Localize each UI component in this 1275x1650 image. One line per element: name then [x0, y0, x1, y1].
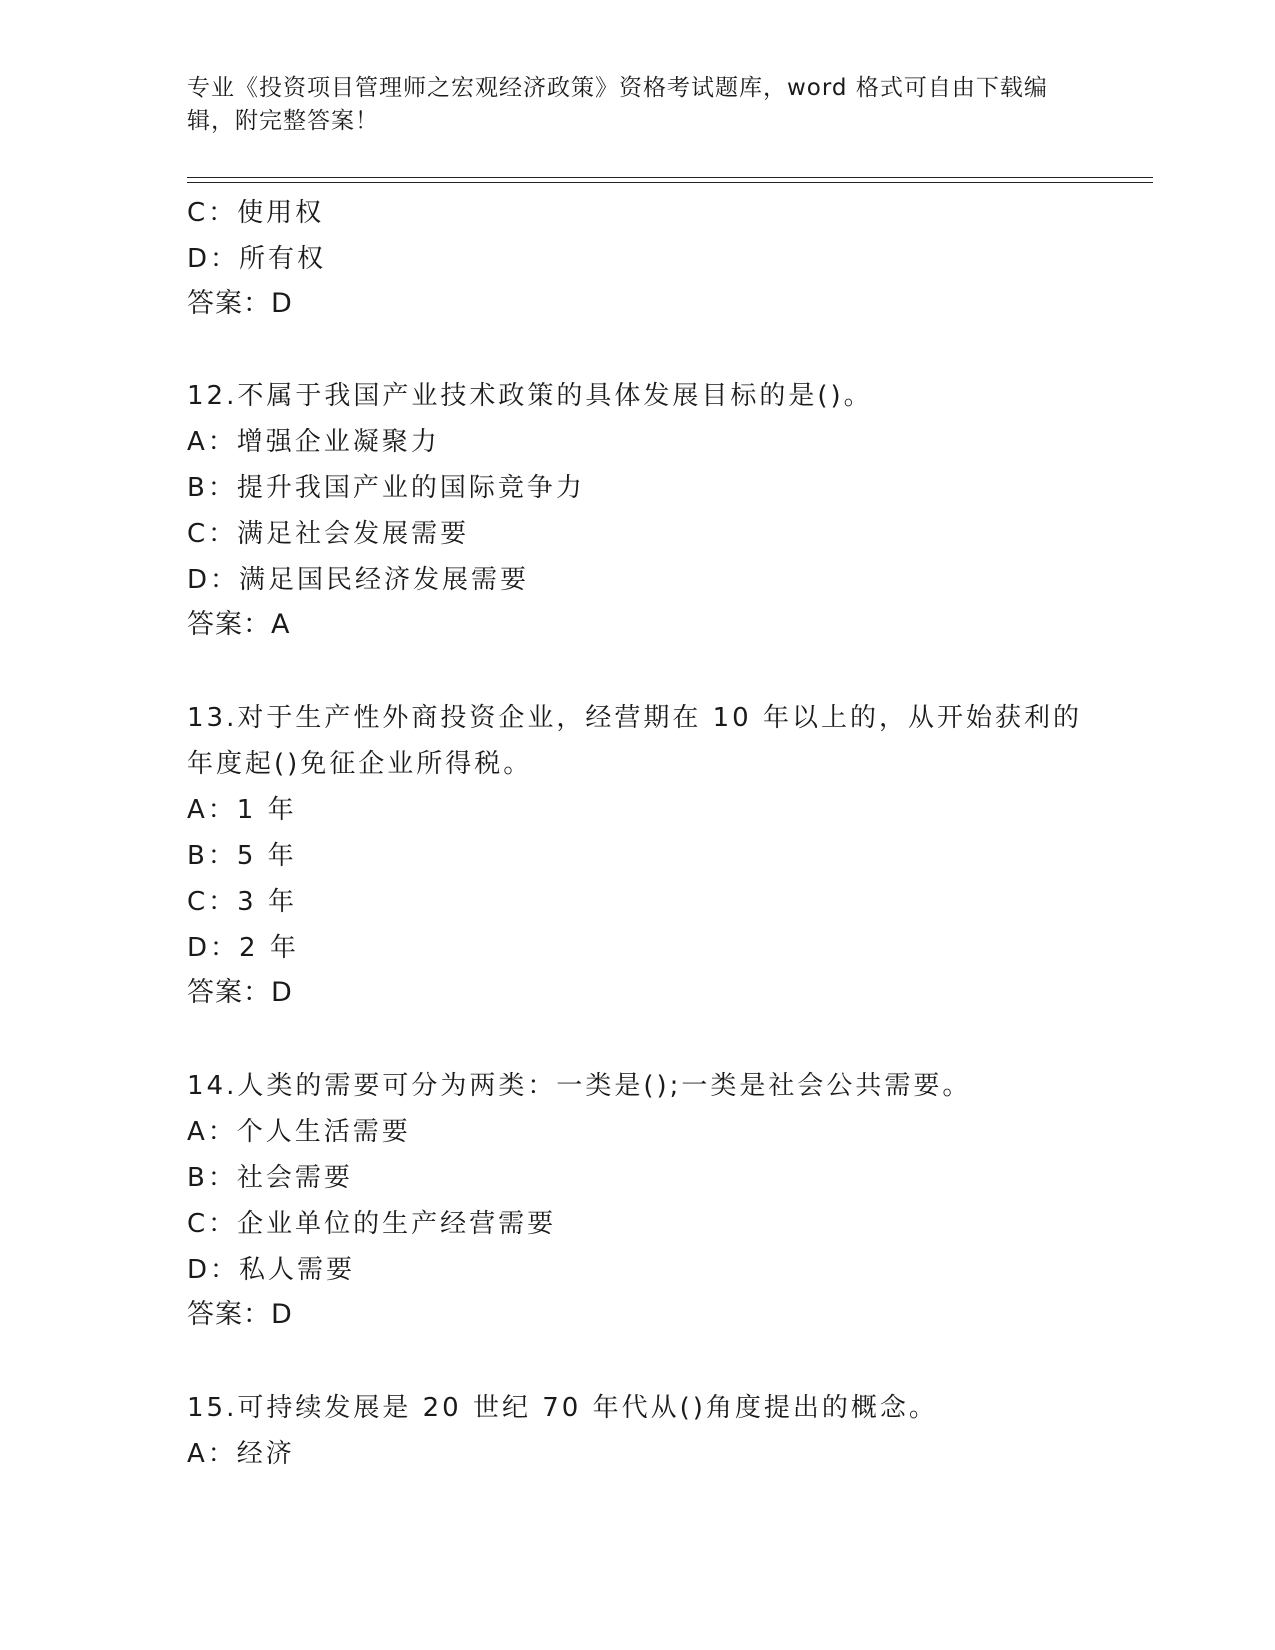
q13-option-b: B：5 年	[187, 841, 297, 871]
q14-option-a: A：个人生活需要	[187, 1117, 411, 1147]
q12-answer: 答案：A	[187, 609, 291, 640]
q11-option-c: C：使用权	[187, 198, 325, 228]
q12-option-d: D：满足国民经济发展需要	[187, 565, 530, 595]
q12-question: 12.不属于我国产业技术政策的具体发展目标的是()。	[187, 381, 873, 411]
header-divider-bottom	[187, 182, 1153, 183]
header-line-2: 辑，附完整答案！	[187, 108, 379, 134]
header-line-1: 专业《投资项目管理师之宏观经济政策》资格考试题库，word 格式可自由下载编	[187, 75, 1048, 101]
q12-option-b: B：提升我国产业的国际竞争力	[187, 473, 585, 503]
q14-answer: 答案：D	[187, 1299, 293, 1330]
q15-question: 15.可持续发展是 20 世纪 70 年代从()角度提出的概念。	[187, 1393, 938, 1423]
q13-option-d: D：2 年	[187, 933, 299, 963]
q14-option-b: B：社会需要	[187, 1163, 353, 1193]
q14-option-c: C：企业单位的生产经营需要	[187, 1209, 557, 1239]
q13-option-a: A：1 年	[187, 795, 297, 825]
q14-question: 14.人类的需要可分为两类：一类是();一类是社会公共需要。	[187, 1071, 972, 1101]
q13-question-line-1: 13.对于生产性外商投资企业，经营期在 10 年以上的，从开始获利的	[187, 703, 1082, 733]
header-divider-top	[187, 177, 1153, 178]
q11-option-d: D：所有权	[187, 244, 327, 274]
q13-option-c: C：3 年	[187, 887, 297, 917]
q13-question-line-2: 年度起()免征企业所得税。	[187, 749, 533, 779]
q15-option-a: A：经济	[187, 1439, 295, 1469]
q12-option-a: A：增强企业凝聚力	[187, 427, 440, 457]
document-header	[187, 72, 1067, 138]
q13-answer: 答案：D	[187, 977, 293, 1008]
q11-answer: 答案：D	[187, 288, 293, 319]
q14-option-d: D：私人需要	[187, 1255, 356, 1285]
q12-option-c: C：满足社会发展需要	[187, 519, 470, 549]
